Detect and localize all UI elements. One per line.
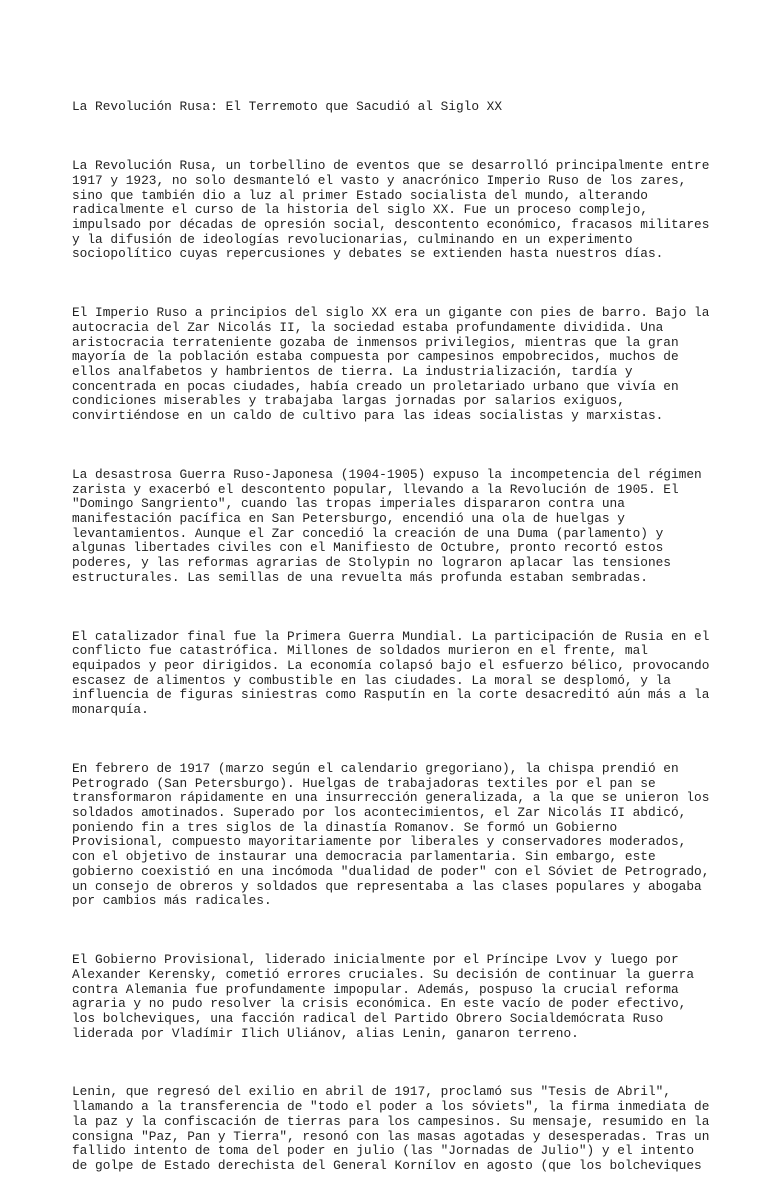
paragraph-4: El catalizador final fue la Primera Guerra Mundial. La participación de Rusia en el conflicto fue catastrófica. Millones de soldados murieron en el frente, mal equipados y peor dirigidos. La economía colapsó bajo el esfuerzo bélico, provocando escasez de alimentos y combustible en las ciudades. La moral se desplomó, y la influencia de figuras siniestras como Rasputín en la corte desacreditó aún más a la monarquía.: [72, 628, 710, 718]
paragraph-3: La desastrosa Guerra Ruso-Japonesa (1904-1905) expuso la incompetencia del régimen zarista y exacerbó el descontento popular, llevando a la Revolución de 1905. El "Domingo Sangriento", cuando las tropas imperiales dispararon contra una manifestación pacífica en San Petersburgo, encendió una ola de huelgas y levantamientos. Aunque el Zar concedió la creación de una Duma (parlamento) y algunas libertades civiles con el Manifiesto de Octubre, pronto recortó estos poderes, y las reformas agrarias de Stolypin no lograron aplacar las tensiones estructurales. Las semillas de una revuelta más profunda estaban sembradas.: [72, 466, 702, 585]
paragraph-7: Lenin, que regresó del exilio en abril de 1917, proclamó sus "Tesis de Abril", llamando a la transferencia de "todo el poder a los sóviets", la firma inmediata de la paz y la confiscación de tierras para los campesinos. Su mensaje, resumido en la consigna "Paz, Pan y Tierra", resonó con las masas agotadas y desesperadas. Tras un fallido intento de toma del poder en julio (las "Jornadas de Julio") y el intento de golpe de Estado derechista del General Kornílov en agosto (que los bolcheviques: [72, 1084, 710, 1173]
paragraph-5: En febrero de 1917 (marzo según el calendario gregoriano), la chispa prendió en Petrogrado (San Petersburgo). Huelgas de trabajadoras textiles por el pan se transformaron rápidamente en una insurrección generalizada, a la que se unieron los soldados amotinados. Superado por los acontecimientos, el Zar Nicolás II abdicó, poniendo fin a tres siglos de la dinastía Romanov. Se formó un Gobierno Provisional, compuesto mayoritariamente por liberales y conservadores moderados, con el objetivo de instaurar una democracia parlamentaria. Sin embargo, este gobierno coexistió en una incómoda "dualidad de poder" con el Sóviet de Petrogrado, un consejo de obreros y soldados que representaba a las clases populares y abogaba por cambios más radicales.: [72, 760, 710, 909]
document-body: [72, 71, 712, 1203]
paragraph-1: La Revolución Rusa, un torbellino de eventos que se desarrolló principalmente entre 1917 y 1923, no solo desmanteló el vasto y anacrónico Imperio Ruso de los zares, sino que también dio a luz al primer Estado socialista del mundo, alterando radicalmente el curso de la historia del siglo XX. Fue un proceso complejo, impulsado por décadas de opresión social, descontento económico, fracasos militares y la difusión de ideologías revolucionarias, culminando en un experimento sociopolítico cuyas repercusiones y debates se extienden hasta nuestros días.: [72, 158, 710, 262]
document-title: La Revolución Rusa: El Terremoto que Sacudió al Siglo XX: [72, 99, 503, 115]
paragraph-2: El Imperio Ruso a principios del siglo XX era un gigante con pies de barro. Bajo la autocracia del Zar Nicolás II, la sociedad estaba profundamente dividida. Una aristocracia terrateniente gozaba de inmensos privilegios, mientras que la gran mayoría de la población estaba compuesta por campesinos empobrecidos, muchos de ellos analfabetos y hambrientos de tierra. La industrialización, tardía y concentrada en pocas ciudades, había creado un proletariado urbano que vivía en condiciones miserables y trabajaba largas jornadas por salarios exiguos, convirtiéndose en un caldo de cultivo para las ideas socialistas y marxistas.: [72, 305, 710, 424]
paragraph-6: El Gobierno Provisional, liderado inicialmente por el Príncipe Lvov y luego por Alexander Kerensky, cometió errores cruciales. Su decisión de continuar la guerra contra Alemania fue profundamente impopular. Además, pospuso la crucial reforma agraria y no pudo resolver la crisis económica. En este vacío de poder efectivo, los bolcheviques, una facción radical del Partido Obrero Socialdemócrata Ruso liderada por Vladímir Ilich Uliánov, alias Lenin, ganaron terreno.: [72, 952, 695, 1041]
